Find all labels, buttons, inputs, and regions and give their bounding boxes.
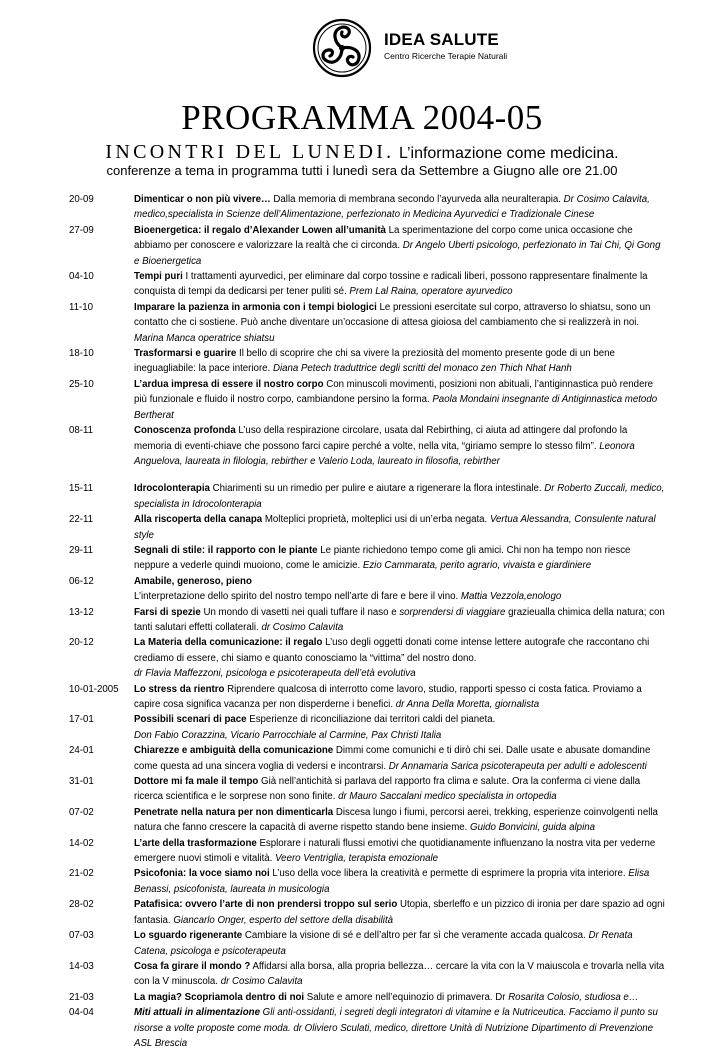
entry-speaker: Mattia Vezzola,enologo (460, 591, 562, 603)
entry-title: L’ardua impresa di essere il nostro corpo (134, 378, 324, 390)
entry-title: Amabile, generoso, pieno (134, 575, 252, 587)
entry-body (134, 512, 666, 543)
page-title: PROGRAMMA 2004-05 (181, 98, 543, 137)
program-entry (69, 1005, 669, 1051)
entry-title: Possibili scenari di pace (134, 714, 247, 726)
entry-speaker: Prem Lal Raina, operatore ayurvedico (349, 286, 513, 298)
entry-description: L’uso della respirazione circolare, usata dal Rebirthing, ci aiuta ad attingere dal profondo la memoria di eventi-chiave che possono farci capire perché a volte, nella vita, “giriamo sempre lo stesso film”. (134, 425, 628, 452)
entry-body (134, 836, 666, 867)
entry-description: Dalla memoria di membrana secondo l’ayurveda alla neuralterapia. (270, 194, 564, 205)
entry-description: L’interpretazione dello spirito del nostro tempo nell’arte di fare e bere il vino. (134, 591, 461, 603)
entry-description: Discesa lungo i fiumi, percorsi aerei, trekking, esperienze coinvolgenti nella natura che fanno crescere la capacità di averne rispetto stando bene insieme. (134, 806, 658, 834)
entry-body (134, 712, 666, 743)
entry-speaker: dr Cosimo Calavita (220, 976, 303, 988)
entry-title: Conoscenza profonda (134, 425, 236, 437)
program-entry (69, 346, 669, 377)
subtitle-tagline: L’informazione come medicina. (398, 145, 619, 162)
entry-date: 06-12 (69, 575, 94, 587)
entry-title: Imparare la pazienza in armonia con i tempi biologici (134, 301, 377, 313)
program-entry (69, 543, 669, 574)
program-entry (69, 269, 669, 300)
program-entry (69, 774, 669, 805)
entry-body (134, 423, 666, 469)
entry-speaker: Don Fabio Corazzina, Vicario Parrocchiale al Carmine, Pax Christi Italia (134, 729, 442, 741)
entry-speaker: Diana Petech traduttrice degli scritti del monaco zen Thich Nhat Hanh (272, 363, 572, 375)
program-entry (69, 605, 669, 636)
entry-description: La sperimentazione del corpo come unica occasione che abbiamo per conoscere e valorizzare la realtà che ci circonda. (134, 224, 633, 252)
entry-date: 11-10 (69, 301, 94, 313)
entry-body (134, 543, 666, 574)
entry-title: Penetrate nella natura per non dimenticarla (134, 806, 334, 818)
entry-description: Esplorare i naturali flussi emotivi che quotidianamente influenzano la nostra vita per vederne emergere nuovi stimoli e vitalità. (134, 837, 656, 865)
entry-body (134, 928, 666, 959)
entry-date: 14-03 (69, 960, 94, 972)
brand-name: IDEA SALUTE (384, 30, 499, 49)
entry-description: Le piante richiedono tempo come gli amici. Chi non ha tempo non riesce neppure a vederle quindi muoiono, come le amicizie. (134, 544, 631, 572)
entry-body (134, 481, 666, 512)
entry-body (134, 346, 666, 377)
entry-speaker: Vertua Alessandra, Consulente natural style (134, 514, 656, 541)
triskelion-logo-icon (312, 18, 372, 78)
brand-block (384, 30, 584, 62)
entry-speaker: Gli anti-ossidanti, i segreti degli integratori di vitamine e la Nutriceutica. Facciamo il punto su risorse a volte proposte come moda. dr Oliviero Sculati, medico, direttore Unità di Nutrizione Dipartimento di Prevenzione ASL Brescia (134, 1007, 658, 1049)
entry-speaker: Dr Renata Catena, psicologa e psicoterapeuta (134, 930, 633, 957)
program-entry (69, 990, 669, 1005)
program-entry (69, 300, 669, 346)
program-entry (69, 192, 669, 223)
entry-speaker: Rosarita Colosio, studiosa e… (508, 991, 639, 1003)
entry-title: Psicofonia: la voce siamo noi (134, 868, 270, 880)
entry-body (134, 223, 666, 269)
entry-date: 20-12 (69, 637, 94, 649)
entry-title: Dimenticar o non più vivere… (134, 194, 271, 205)
program-list (69, 192, 669, 1051)
entry-body (134, 269, 666, 300)
entry-body (134, 635, 666, 681)
entry-body (134, 574, 666, 605)
entry-description: Chiarimenti su un rimedio per pulire e aiutare a rigenerare la flora intestinale. (209, 483, 545, 495)
entry-title: Alla riscoperta della canapa (134, 514, 263, 526)
entry-body (134, 774, 666, 805)
entry-date: 21-02 (69, 868, 94, 880)
program-entry (69, 959, 669, 990)
program-entry (69, 836, 669, 867)
entry-date: 20-09 (69, 194, 94, 205)
entry-title: Chiarezze e ambiguità della comunicazione (134, 745, 334, 757)
entry-date: 08-11 (69, 425, 94, 437)
program-entry (69, 574, 669, 605)
entry-speaker: dr Mauro Saccalani medico specialista in ortopedia (338, 791, 557, 803)
entry-speaker: Guido Bonvicini, guida alpina (470, 822, 595, 834)
entry-description: I trattamenti ayurvedici, per eliminare dal corpo tossine e radicali liberi, possono rappresentare finalmente la conquista di tempi da dedicarsi per tener puliti sé. (134, 271, 648, 298)
intro-text: conferenze a tema in programma tutti i lunedì sera da Settembre a Giugno alle ore 21.00 (106, 163, 618, 178)
subtitle-main: INCONTRI DEL LUNEDI. (105, 141, 395, 163)
entry-date: 13-12 (69, 606, 94, 618)
entry-date: 04-10 (69, 271, 94, 283)
program-entry (69, 805, 669, 836)
entry-description: Un mondo di vasetti nei quali tuffare il naso e (200, 606, 400, 618)
entry-description: Utopia, sberleffo e un pizzico di ironia per dare spazio ad ogni fantasia. (134, 899, 665, 926)
entry-date: 27-09 (69, 224, 94, 236)
entry-description: grazieualla chimica della natura; con tanti salutari effetti collaterali. (134, 606, 665, 633)
entry-body (134, 605, 666, 636)
program-entry (69, 897, 669, 928)
entry-speaker: dr Flavia Maffezzoni, psicologa e psicoterapeuta dell’età evolutiva (134, 668, 416, 680)
brand-subtitle: Centro Ricerche Terapie Naturali (384, 51, 508, 61)
entry-speaker: Paola Mondaini insegnante di Antiginnastica metodo Bertherat (134, 394, 658, 421)
program-entry (69, 928, 669, 959)
entry-title: La magia? Scopriamola dentro di noi (134, 991, 305, 1003)
entry-title: La Materia della comunicazione: il regalo (134, 637, 323, 649)
entry-speaker: Ezio Cammarata, perito agrario, vivaista e giardiniere (362, 560, 592, 572)
entry-body (134, 1005, 666, 1051)
entry-speaker: Elisa Benassi, psicofonista, laureata in musicologia (134, 868, 650, 895)
entry-date: 14-02 (69, 837, 94, 849)
entry-speaker: Leonora Anguelova, laureata in filologia, rebirther e Valerio Loda, laureato in filosofia, rebirther (134, 440, 635, 467)
entry-title: Farsi di spezie (134, 606, 201, 618)
entry-description: Con minuscoli movimenti, posizioni non abituali, l’antiginnastica può rendere più funzionale e fluido il nostro corpo, cambiandone persino la forma. (134, 378, 654, 406)
entry-title: Dottore mi fa male il tempo (134, 776, 259, 788)
program-entry (69, 481, 669, 512)
entry-title: Idrocolonterapia (134, 483, 210, 495)
entry-body (134, 897, 666, 928)
entry-speaker: Dr Annamaria Sarica psicoterapeuta per adulti e adolescenti (388, 760, 647, 772)
entry-date: 25-10 (69, 378, 94, 390)
entry-speaker: dr Anna Della Moretta, giornalista (395, 699, 540, 710)
entry-description: L’uso della voce libera la creatività e permette di esprimere la propria vita interiore. (269, 868, 629, 880)
entry-description: Molteplici proprietà, molteplici usi di un’erba negata. (262, 514, 490, 526)
entry-date: 15-11 (69, 483, 94, 495)
entry-body (134, 300, 666, 346)
entry-title: Patafisica: ovvero l’arte di non prendersi troppo sul serio (134, 899, 398, 911)
entry-speaker: Dr Cosimo Calavita, medico,specialista in Scienze dell’Alimentazione, perfezionato in Medicina Ayurvedici e Tradizionale Cinese (134, 194, 650, 221)
entry-body (134, 682, 666, 713)
entry-speaker: Dr Roberto Zuccali, medico, specialista in Idrocolonterapia (134, 483, 665, 510)
entry-title: Bioenergetica: il regalo d’Alexander Lowen all’umanità (134, 224, 386, 236)
program-entry (69, 866, 669, 897)
entry-date: 18-10 (69, 348, 94, 360)
entry-description: Dimmi come comunichi e ti dirò chi sei. Dalle usate e abusate domandine come questa ad una sincera voglia di vedersi e incontrarsi. (134, 745, 651, 772)
entry-description: Esperienze di riconciliazione dai territori caldi del pianeta. (246, 714, 496, 726)
entry-title: Miti attuali in alimentazione (134, 1007, 260, 1019)
entry-date: 28-02 (69, 899, 94, 911)
entry-body (134, 959, 666, 990)
entry-date: 29-11 (69, 544, 94, 556)
entry-body (134, 805, 666, 836)
entry-description: Le pressioni esercitate sul corpo, attraverso lo shiatsu, sono un contatto che ci sostiene. Può anche diventare un’occasione di attesa gioiosa del cambiamento che si realizzerà in noi. (134, 301, 651, 329)
entry-date: 07-03 (69, 930, 94, 942)
entry-body (134, 377, 666, 423)
entry-description: Cambiare la visione di sé e dell’altro per far sì che veramente accada qualcosa. (242, 930, 589, 942)
entry-description: L’uso degli oggetti donati come intense lettere autografe che raccontano chi crediamo di essere, chi siamo e quanto conosciamo la “vittima” del nostro dono. (134, 637, 650, 664)
entry-date: 24-01 (69, 745, 94, 757)
entry-date: 21-03 (69, 991, 94, 1003)
entry-title: Lo stress da rientro (134, 683, 225, 695)
entry-speaker: Giancarlo Onger, esperto del settore della disabilità (173, 914, 394, 926)
entry-title: Lo sguardo rigenerante (134, 930, 243, 942)
program-entry (69, 682, 669, 713)
entry-date: 31-01 (69, 776, 94, 788)
entry-speaker: dr Cosimo Calavita (261, 621, 344, 633)
entry-description: Già nell’antichità si parlava del rapporto fra clima e salute. Ora la conferma ci viene dalla ricerca scientifica e le sorprese non sono finite. (134, 776, 641, 803)
entry-body (134, 192, 666, 223)
entry-description-italic: sorprendersi di viaggiare (399, 606, 506, 618)
program-entry (69, 743, 669, 774)
program-entry (69, 377, 669, 423)
program-entry (69, 712, 669, 743)
entry-body (134, 743, 666, 774)
entry-title: Segnali di stile: il rapporto con le piante (134, 544, 318, 556)
entry-date: 17-01 (69, 714, 94, 726)
entry-date: 10-01-2005 (69, 683, 119, 695)
entry-description: Salute e amore nell’equinozio di primavera. Dr (304, 991, 509, 1003)
entry-date: 22-11 (69, 514, 94, 526)
entry-date: 04-04 (69, 1007, 94, 1019)
entry-date: 07-02 (69, 806, 94, 818)
entry-title: Cosa fa girare il mondo ? (134, 960, 251, 972)
entry-speaker: Veero Ventriglia, terapista emozionale (275, 853, 439, 865)
program-entry (69, 423, 669, 469)
program-entry (69, 635, 669, 681)
entry-body (134, 866, 666, 897)
entry-description: Affidarsi alla borsa, alla propria bellezza… cercare la vita con la V maiuscola e trovarla nella vita con la V minuscola. (134, 960, 665, 988)
entry-title: Trasformarsi e guarire (134, 348, 237, 360)
program-entry (69, 223, 669, 269)
entry-description: Riprendere qualcosa di interrotto come lavoro, studio, rapporti spesso ci costa fatica. Proviamo a capire cosa significa vacanza per non disperderne i benefici. (134, 683, 642, 710)
entry-description: Il bello di scoprire che chi sa vivere la preziosità del momento presente gode di un bene ineguagliabile: la pace interiore. (134, 348, 615, 375)
entry-speaker: Dr Angelo Uberti psicologo, perfezionato in Tai Chi, Qi Gong e Bioenergetica (134, 240, 661, 267)
entry-title: Tempi puri (134, 271, 183, 283)
program-entry (69, 512, 669, 543)
entry-title: L’arte della trasformazione (134, 837, 257, 849)
entry-speaker: Marina Manca operatrice shiatsu (134, 332, 275, 344)
entry-body (134, 990, 666, 1005)
